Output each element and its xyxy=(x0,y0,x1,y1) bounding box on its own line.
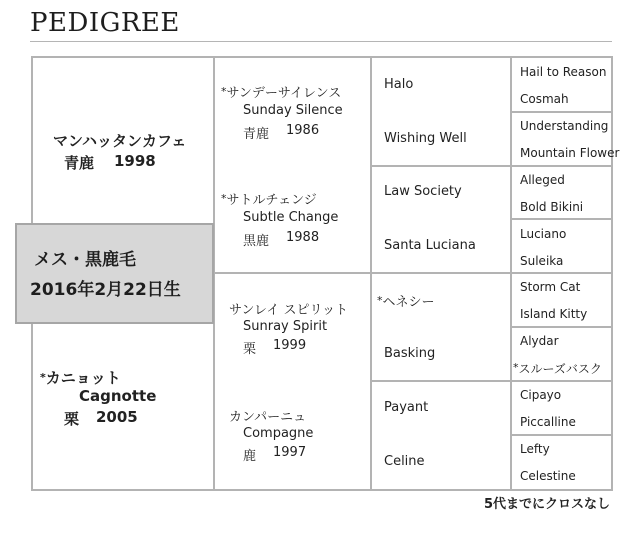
gen4-name xyxy=(513,360,602,377)
gen4-name xyxy=(520,91,569,106)
gen4-name xyxy=(520,172,565,187)
import-mark: * xyxy=(513,361,519,374)
gen3-label: Halo xyxy=(384,77,414,92)
gen3-name xyxy=(384,453,425,469)
gen2-name-en: Sunday Silence xyxy=(243,103,343,118)
dam-year: 2005 xyxy=(96,408,138,426)
gen4-label: Cosmah xyxy=(520,92,569,106)
sire-color: 青鹿 xyxy=(64,154,95,172)
import-mark: * xyxy=(40,371,46,384)
gen4-name xyxy=(520,199,583,214)
dam-name-en: Cagnotte xyxy=(79,387,157,405)
title-divider xyxy=(30,41,612,42)
gen4-label: Celestine xyxy=(520,469,576,483)
gen4-name xyxy=(520,64,606,79)
gen2-color: 青鹿 xyxy=(243,127,270,142)
subject-birth: 2016年2月22日生 xyxy=(30,280,181,300)
gen2-name-jp xyxy=(229,299,348,318)
dam-name xyxy=(40,367,121,388)
gen3-label: Law Society xyxy=(384,184,462,199)
gen4-label: Alydar xyxy=(520,334,559,348)
import-mark: * xyxy=(221,192,227,205)
gen2-name-en: Subtle Change xyxy=(243,210,339,225)
subject-name: メス・黒鹿毛 xyxy=(34,250,136,270)
gen4-name xyxy=(520,279,580,294)
gen2-color: 鹿 xyxy=(243,449,257,464)
gen2-color: 栗 xyxy=(243,342,257,357)
gen3-label: Basking xyxy=(384,346,436,361)
gen3-name xyxy=(384,76,413,92)
gen3-name xyxy=(384,399,428,415)
gen3-name xyxy=(384,183,462,199)
gen2-jp-label: サンデーサイレンス xyxy=(226,86,342,101)
gen4-label: Bold Bikini xyxy=(520,200,584,214)
gen4-name xyxy=(520,333,559,348)
gen4-name xyxy=(520,226,566,241)
gen2-name-en: Compagne xyxy=(243,426,314,441)
gen4-label: Lefty xyxy=(520,442,550,456)
gen2-year: 1997 xyxy=(273,445,307,460)
gen3-label: Payant xyxy=(384,400,429,415)
gen4-name xyxy=(520,253,563,268)
gen2-name-jp xyxy=(221,189,317,208)
sire-name: マンハッタンカフェ xyxy=(53,132,187,150)
gen4-name xyxy=(520,387,561,402)
row-divider xyxy=(510,326,613,328)
gen4-label: Hail to Reason xyxy=(520,65,607,79)
gen2-jp-label: サンレイ スピリット xyxy=(229,303,348,318)
row-divider xyxy=(370,380,613,382)
gen4-name xyxy=(520,306,587,321)
gen2-year: 1988 xyxy=(286,230,320,245)
dam-color: 栗 xyxy=(64,410,80,428)
gen3-label: Wishing Well xyxy=(384,131,467,146)
gen3-label: Celine xyxy=(384,454,425,469)
gen4-name xyxy=(520,118,608,133)
gen3-name xyxy=(384,130,467,146)
gen2-year: 1999 xyxy=(273,338,307,353)
sire-year: 1998 xyxy=(114,152,156,170)
gen4-label: Storm Cat xyxy=(520,280,581,294)
gen4-label: スルーズバスク xyxy=(518,362,602,376)
row-divider xyxy=(510,434,613,436)
gen4-name xyxy=(520,145,619,160)
gen4-name xyxy=(520,414,576,429)
import-mark: * xyxy=(377,294,383,307)
import-mark: * xyxy=(221,85,227,98)
row-divider xyxy=(510,111,613,113)
gen4-label: Cipayo xyxy=(520,388,562,402)
row-divider xyxy=(370,165,613,167)
gen4-label: Understanding xyxy=(520,119,609,133)
gen3-name xyxy=(384,237,476,253)
gen4-label: Suleika xyxy=(520,254,564,268)
dam-name-jp: カニョット xyxy=(45,369,121,387)
gen3-label: ヘネシー xyxy=(382,295,435,310)
gen2-color: 黒鹿 xyxy=(243,234,270,249)
gen3-label: Santa Luciana xyxy=(384,238,476,253)
gen2-year: 1986 xyxy=(286,123,320,138)
gen4-label: Piccalline xyxy=(520,415,576,429)
gen4-label: Alleged xyxy=(520,173,565,187)
gen4-label: Mountain Flower xyxy=(520,146,620,160)
gen4-label: Luciano xyxy=(520,227,567,241)
subject-box xyxy=(15,223,214,324)
cross-note: 5代までにクロスなし xyxy=(483,497,610,512)
gen4-name xyxy=(520,468,576,483)
gen4-label: Island Kitty xyxy=(520,307,588,321)
gen3-name xyxy=(384,345,435,361)
row-divider xyxy=(510,218,613,220)
gen2-jp-label: カンパーニュ xyxy=(229,410,307,425)
gen2-name-en: Sunray Spirit xyxy=(243,319,328,334)
gen3-name xyxy=(377,291,435,310)
row-divider xyxy=(213,272,613,274)
gen2-jp-label: サトルチェンジ xyxy=(226,193,317,208)
gen4-name xyxy=(520,441,550,456)
gen2-name-jp xyxy=(229,406,306,425)
gen2-name-jp xyxy=(221,82,341,101)
page-title: PEDIGREE xyxy=(30,8,180,38)
